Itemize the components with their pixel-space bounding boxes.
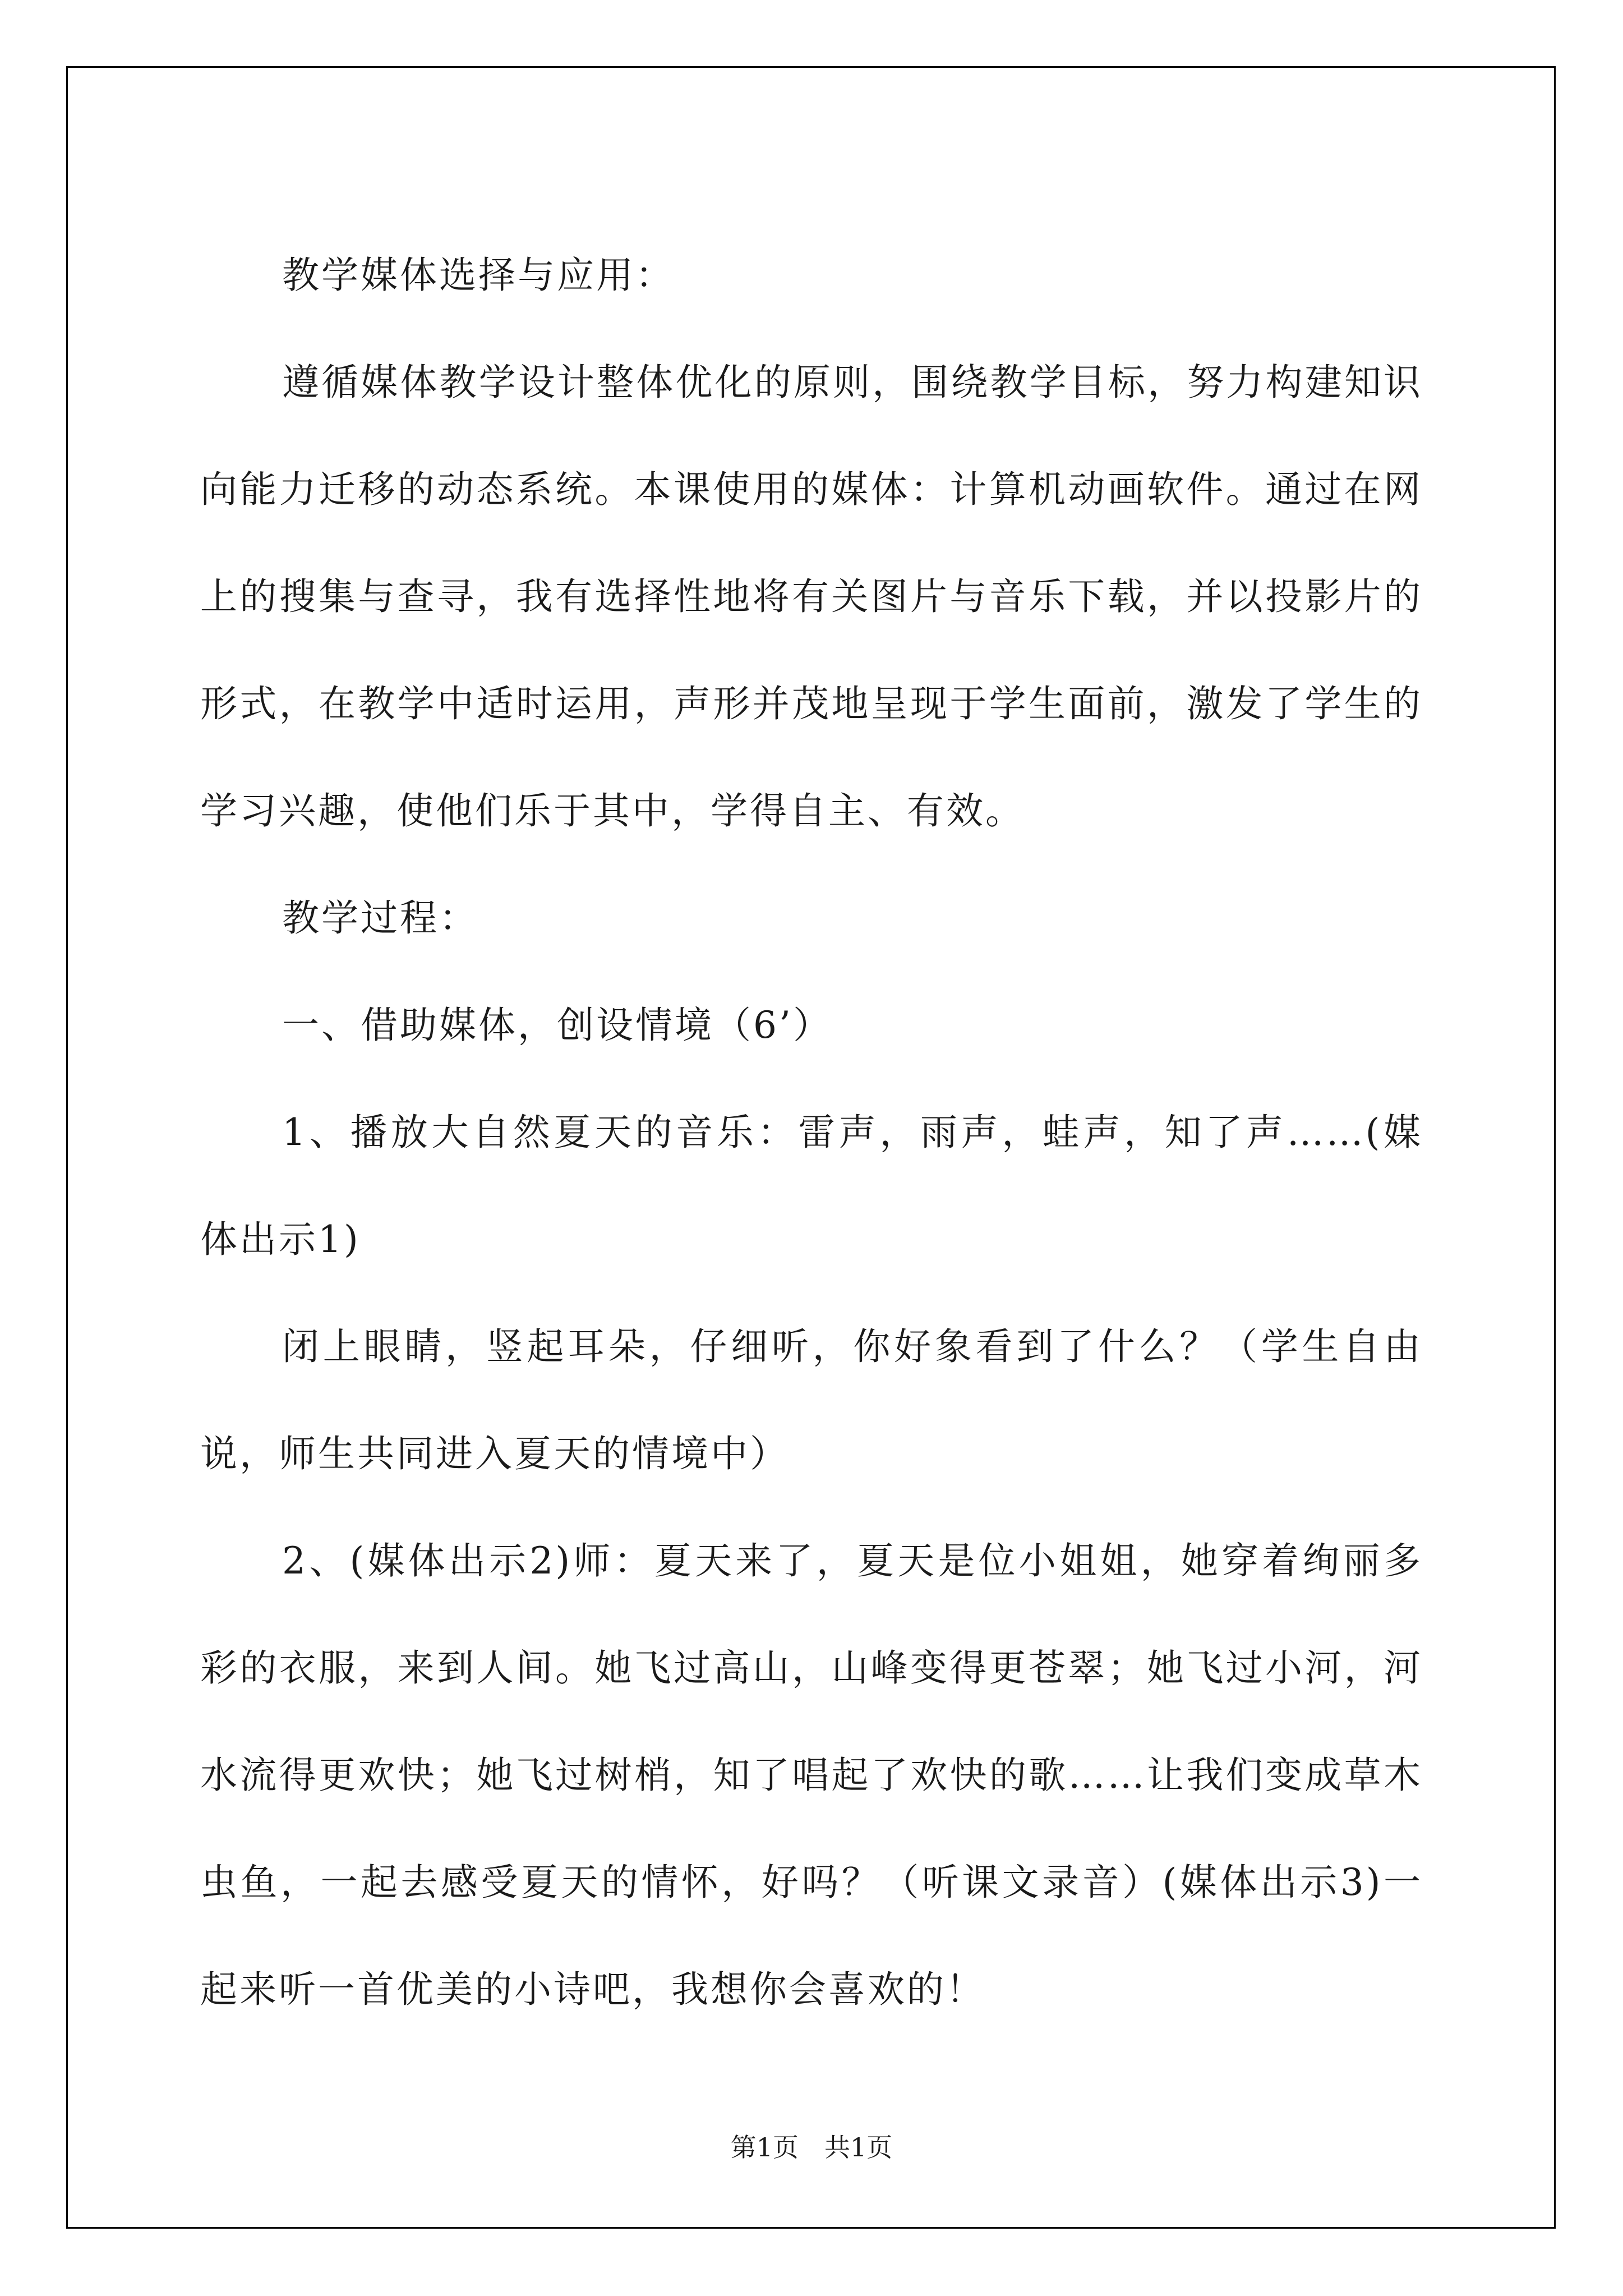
document-body — [200, 222, 1423, 2043]
paragraph-step-one: 1、播放大自然夏天的音乐：雷声，雨声，蛙声，知了声……(媒体出示1) — [200, 1111, 1423, 1261]
paragraph-section-one-heading: 一、借助媒体，创设情境（6’） — [282, 1004, 832, 1047]
page-number: 第1页 — [730, 2132, 799, 2162]
paragraph-process-heading: 教学过程： — [282, 896, 478, 940]
page-footer — [0, 2127, 1623, 2164]
paragraph-step-two: 2、(媒体出示2)师：夏天来了，夏天是位小姐姐，她穿着绚丽多彩的衣服，来到人间。她飞过高山，山峰变得更苍翠；她飞过小河，河水流得更欢快；她飞过树梢，知了唱起了欢快的歌……让我们变成草木虫鱼，一起去感受夏天的情怀，好吗？（听课文录音）(媒体出示3)一起来听一首优美的小诗吧，我想你会喜欢的！ — [200, 1539, 1423, 2011]
paragraph-listen-prompt: 闭上眼睛，竖起耳朵，仔细听，你好象看到了什么？（学生自由说，师生共同进入夏天的情境中） — [200, 1325, 1423, 1475]
page-total: 共1页 — [824, 2132, 893, 2162]
paragraph-media-heading: 教学媒体选择与应用： — [282, 254, 675, 297]
paragraph-media-description: 遵循媒体教学设计整体优化的原则，围绕教学目标，努力构建知识向能力迁移的动态系统。本课使用的媒体：计算机动画软件。通过在网上的搜集与查寻，我有选择性地将有关图片与音乐下载，并以投影片的形式，在教学中适时运用，声形并茂地呈现于学生面前，激发了学生的学习兴趣，使他们乐于其中，学得自主、有效。 — [200, 361, 1423, 832]
